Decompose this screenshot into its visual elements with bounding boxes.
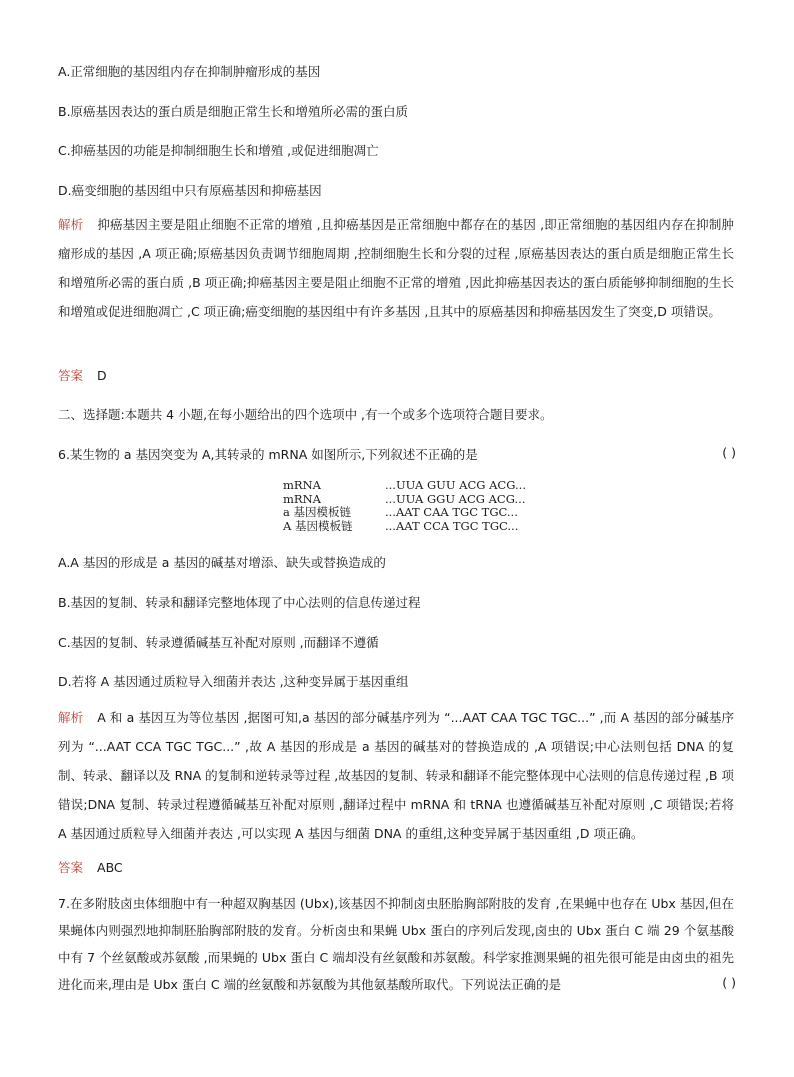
row-label: mRNA: [283, 478, 321, 492]
question-6-stem: 6.某生物的 a 基因突变为 A,其转录的 mRNA 如图所示,下列叙述不正确的是: [58, 447, 478, 462]
row-sequence: ...AAT CCA TGC TGC...: [385, 518, 519, 533]
analysis-text: A 和 a 基因互为等位基因 ,据图可知,a 基因的部分碱基序列为 “...AAT CAA TGC TGC...” ,而 A 基因的部分碱基序列为 “...AAT CCA TGC TGC...” ,故 A 基因的形成是 a 基因的碱基对的替换造成的 ,A 项错误;中心法则包括 DNA 的复制、转录、翻译以及 RNA 的复制和逆转录等过程 ,故基因的复制、转录和翻译不能完整体现中心法则的信息传递过程 ,B 项错误;DNA 复制、转录过程遵循碱基互补配对原则 ,翻译过程中 mRNA 和 tRNA 也遵循碱基互补配对原则 ,C 项错误;若将 A 基因通过质粒导入细菌并表达 ,可以实现 A 基因与细菌 DNA 的重组,这种变异属于基因重组 ,D 项正确。: [58, 710, 734, 841]
table-row: [283, 493, 526, 507]
answer-row: [58, 366, 107, 384]
section-heading: 二、选择题:本题共 4 小题,在每小题给出的四个选项中 ,有一个或多个选项符合题目要求。: [58, 407, 553, 422]
answer-label: 答案: [58, 368, 84, 383]
answer-label: 答案: [58, 860, 84, 875]
option-d: D.若将 A 基因通过质粒导入细菌并表达 ,这种变异属于基因重组: [58, 674, 409, 689]
answer-value: D: [97, 368, 107, 383]
question-7-stem: 7.在多附肢卤虫体细胞中有一种超双胸基因 (Ubx),该基因不抑制卤虫胚胎胸部附肢的发育 ,在果蝇中也存在 Ubx 基因,但在果蝇体内则强烈地抑制胚胎胸部附肢的发育。分析卤虫和果蝇 Ubx 蛋白的序列后发现,卤虫的 Ubx 蛋白 C 端 29 个氨基酸中有 7 个丝氨酸或苏氨酸 ,而果蝇的 Ubx 蛋白 C 端却没有丝氨酸和苏氨酸。科学家推测果蝇的祖先很可能是由卤虫的祖先进化而来,理由是 Ubx 蛋白 C 端的丝氨酸和苏氨酸为其他氨基酸所取代。下列说法正确的是: [58, 896, 734, 992]
sequence-table: [283, 479, 526, 533]
row-label: A 基因模板链: [283, 518, 353, 533]
row-sequence: ...AAT CAA TGC TGC...: [385, 505, 518, 519]
answer-paren: ( ): [722, 975, 736, 990]
answer-paren: ( ): [722, 445, 736, 460]
option-d: D.癌变细胞的基因组中只有原癌基因和抑癌基因: [58, 183, 322, 198]
option-c: C.抑癌基因的功能是抑制细胞生长和增殖 ,或促进细胞凋亡: [58, 143, 379, 158]
table-row: [283, 506, 526, 520]
answer-row: [58, 858, 123, 876]
option-c: C.基因的复制、转录遵循碱基互补配对原则 ,而翻译不遵循: [58, 635, 379, 650]
row-label: mRNA: [283, 491, 321, 506]
row-label: a 基因模板链: [283, 505, 352, 519]
analysis-label: 解析: [58, 710, 84, 725]
option-b: B.原癌基因表达的蛋白质是细胞正常生长和增殖所必需的蛋白质: [58, 104, 409, 119]
analysis-block: [58, 210, 734, 326]
row-sequence: ...UUA GUU ACG ACG...: [385, 478, 526, 492]
analysis-text: 抑癌基因主要是阻止细胞不正常的增殖 ,且抑癌基因是正常细胞中都存在的基因 ,即正常细胞的基因组内存在抑制肿瘤形成的基因 ,A 项正确;原癌基因负责调节细胞周期 ,控制细胞生长和分裂的过程 ,原癌基因表达的蛋白质是细胞正常生长和增殖所必需的蛋白质 ,B 项正确;抑癌基因主要是阻止细胞不正常的增殖 ,因此抑癌基因表达的蛋白质能够抑制细胞的生长和增殖或促进细胞凋亡 ,C 项正确;癌变细胞的基因组中有许多基因 ,且其中的原癌基因和抑癌基因发生了突变,D 项错误。: [58, 217, 734, 319]
option-a: A.正常细胞的基因组内存在抑制肿瘤形成的基因: [58, 64, 321, 79]
option-b: B.基因的复制、转录和翻译完整地体现了中心法则的信息传递过程: [58, 595, 421, 610]
analysis-label: 解析: [58, 217, 84, 232]
table-row: [283, 520, 526, 534]
analysis-block: [58, 703, 734, 848]
table-row: [283, 479, 526, 493]
option-a: A.A 基因的形成是 a 基因的碱基对增添、缺失或替换造成的: [58, 555, 386, 570]
answer-value: ABC: [97, 860, 123, 875]
row-sequence: ...UUA GGU ACG ACG...: [385, 491, 526, 506]
